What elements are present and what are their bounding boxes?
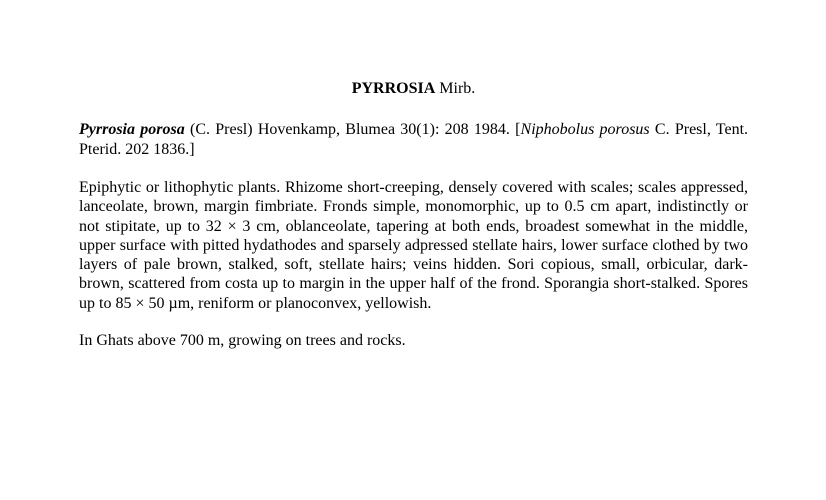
species-name: Pyrrosia porosa — [79, 121, 185, 138]
genus-name: PYRROSIA — [351, 80, 436, 97]
genus-author: Mirb. — [439, 80, 476, 97]
species-citation — [79, 120, 748, 160]
document-page — [79, 78, 748, 351]
synonym-reference: C. Presl, Tent. Pterid. 202 1836.] — [79, 121, 749, 158]
genus-heading — [79, 78, 748, 100]
species-authority: (C. Presl) Hovenkamp, Blumea 30(1): 208 1984. [ — [189, 121, 521, 138]
distribution-note: In Ghats above 700 m, growing on trees and rocks. — [79, 332, 406, 350]
species-description: Epiphytic or lithophytic plants. Rhizome short-creeping, densely covered with scales; scales appressed, lanceolate, brown, margin fimbriate. Fronds simple, monomorphic, up to 0.5 cm apart, indistinctly or not stipitate, up to 32 × 3 cm, oblanceolate, tapering at both ends, broadest somewhat in the middle, upper surface with pitted hydathodes and sparsely adpressed stellate hairs, lower surface clothed by two layers of pale brown, stalked, soft, stellate hairs; veins hidden. Sori copious, small, orbicular, dark-brown, scattered from costa up to margin in the upper half of the frond. Sporangia short-stalked. Spores up to 85 × 50 µm, reniform or planoconvex, yellowish. — [79, 179, 748, 312]
synonym-name: Niphobolus porosus — [520, 121, 650, 138]
